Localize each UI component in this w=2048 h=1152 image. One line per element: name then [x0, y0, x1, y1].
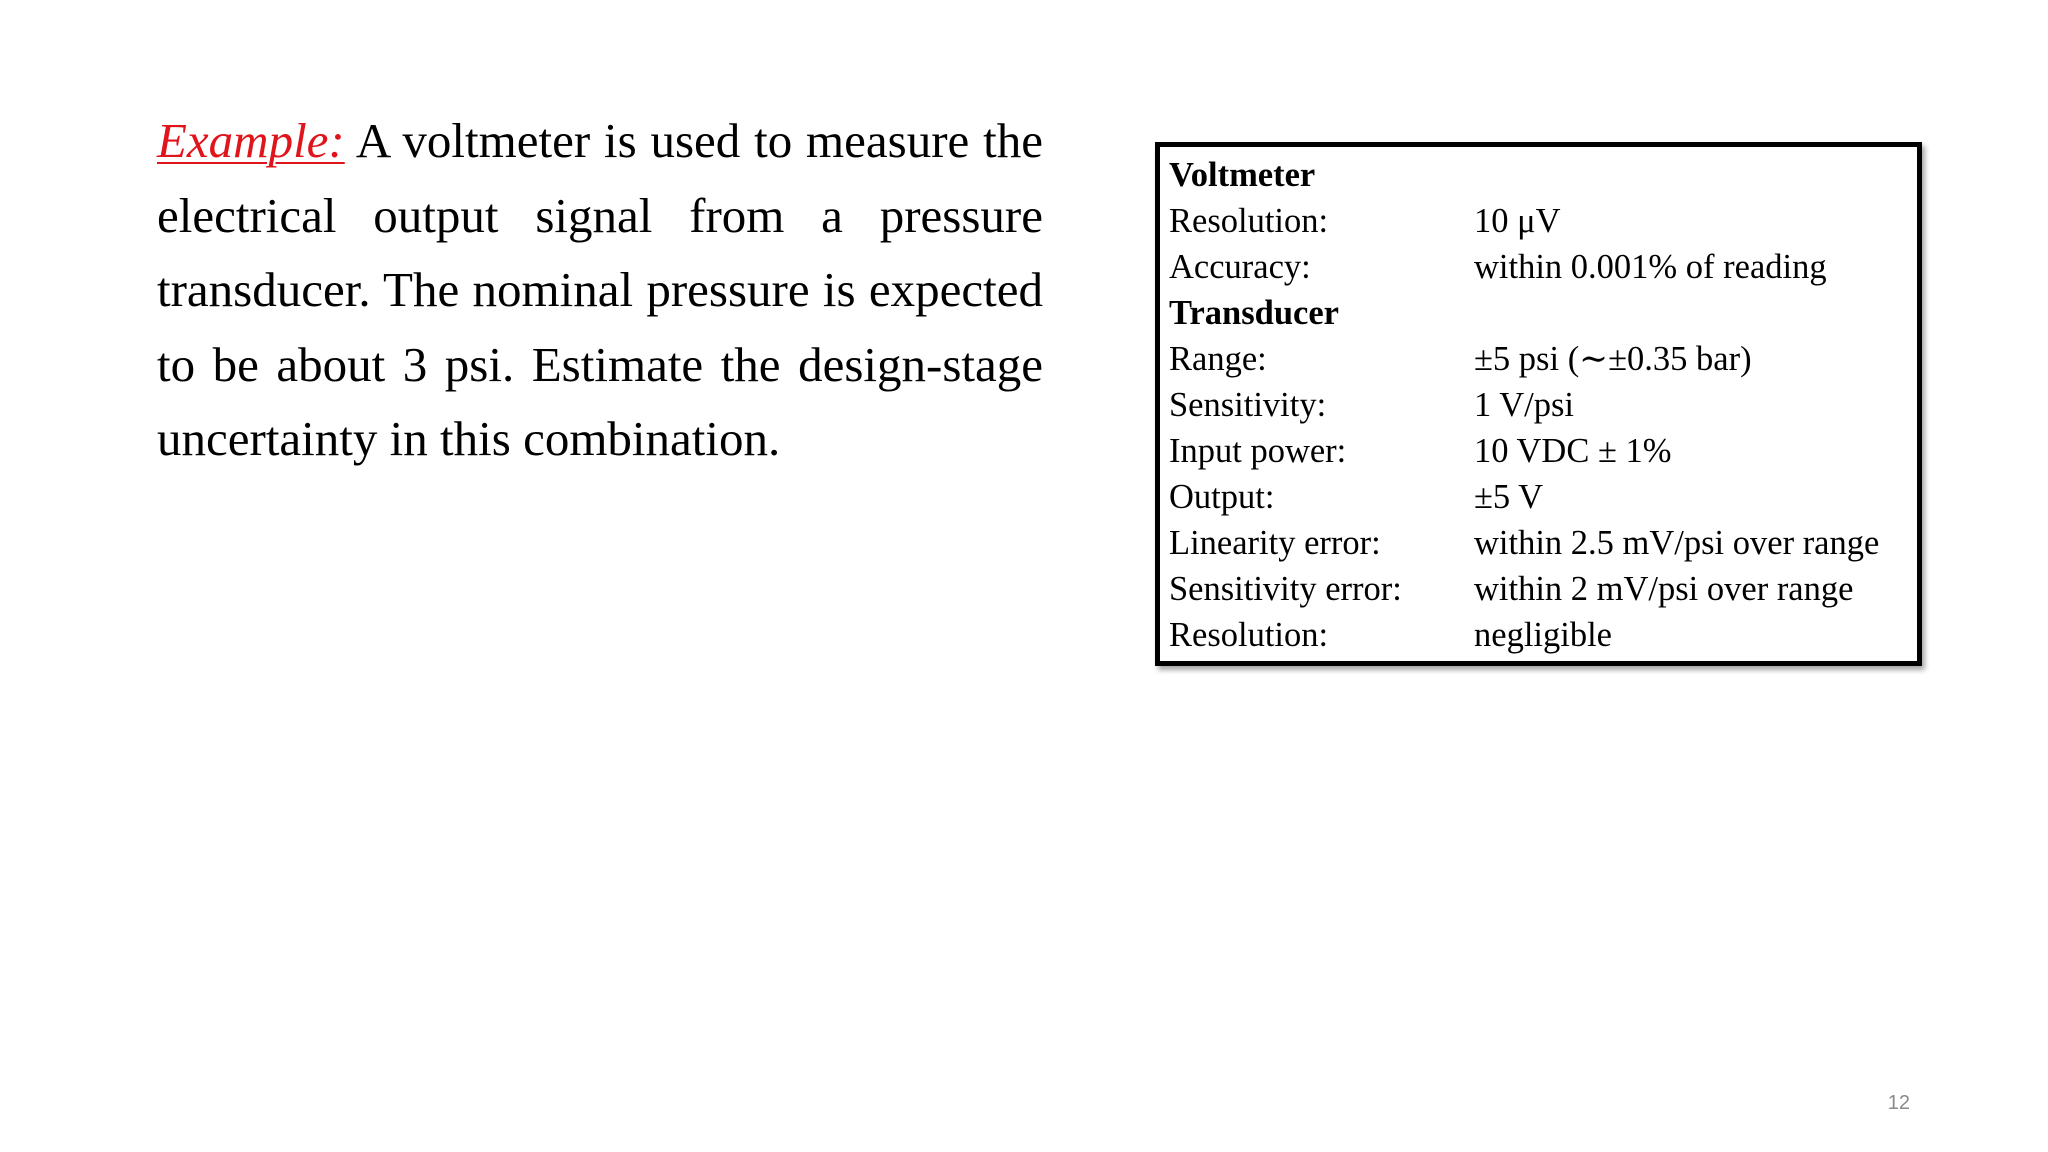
voltmeter-resolution-value: 10 μV	[1474, 201, 1561, 240]
transducer-output-label: Output:	[1169, 477, 1275, 516]
table-row	[1169, 244, 1879, 290]
voltmeter-heading: Voltmeter	[1169, 155, 1316, 194]
voltmeter-accuracy-label: Accuracy:	[1169, 247, 1311, 286]
table-row	[1169, 612, 1879, 658]
voltmeter-resolution-label: Resolution:	[1169, 201, 1329, 240]
transducer-sensitivity-label: Sensitivity:	[1169, 385, 1327, 424]
voltmeter-accuracy-value: within 0.001% of reading	[1474, 247, 1827, 286]
example-body: A voltmeter is used to measure the electrical output signal from a pressure transducer. The nominal pressure is expected to be about 3 psi. Estimate the design-stage uncertainty in this combination.	[157, 113, 1043, 466]
table-row	[1169, 336, 1879, 382]
example-label: Example:	[157, 113, 345, 168]
voltmeter-heading-row	[1169, 152, 1879, 198]
transducer-input-power-value: 10 VDC ± 1%	[1474, 431, 1672, 470]
table-row	[1169, 520, 1879, 566]
transducer-range-value: ±5 psi (∼±0.35 bar)	[1474, 340, 1752, 378]
transducer-range-label: Range:	[1169, 339, 1267, 378]
transducer-input-power-label: Input power:	[1169, 431, 1347, 470]
table-row	[1169, 198, 1879, 244]
transducer-sensitivity-error-label: Sensitivity error:	[1169, 569, 1402, 608]
transducer-resolution-label: Resolution:	[1169, 615, 1329, 654]
transducer-output-value: ±5 V	[1474, 477, 1544, 516]
table-row	[1169, 474, 1879, 520]
transducer-linearity-error-label: Linearity error:	[1169, 523, 1381, 562]
specification-box	[1155, 142, 1922, 666]
table-row	[1169, 382, 1879, 428]
transducer-linearity-error-value: within 2.5 mV/psi over range	[1474, 523, 1880, 562]
table-row	[1169, 428, 1879, 474]
transducer-sensitivity-error-value: within 2 mV/psi over range	[1474, 569, 1854, 608]
example-problem-text	[157, 104, 1043, 477]
transducer-heading: Transducer	[1169, 293, 1339, 332]
specification-table	[1169, 152, 1879, 658]
table-row	[1169, 566, 1879, 612]
transducer-resolution-value: negligible	[1474, 615, 1612, 654]
transducer-heading-row	[1169, 290, 1879, 336]
page-number: 12	[1887, 1092, 1910, 1114]
transducer-sensitivity-value: 1 V/psi	[1474, 385, 1575, 424]
